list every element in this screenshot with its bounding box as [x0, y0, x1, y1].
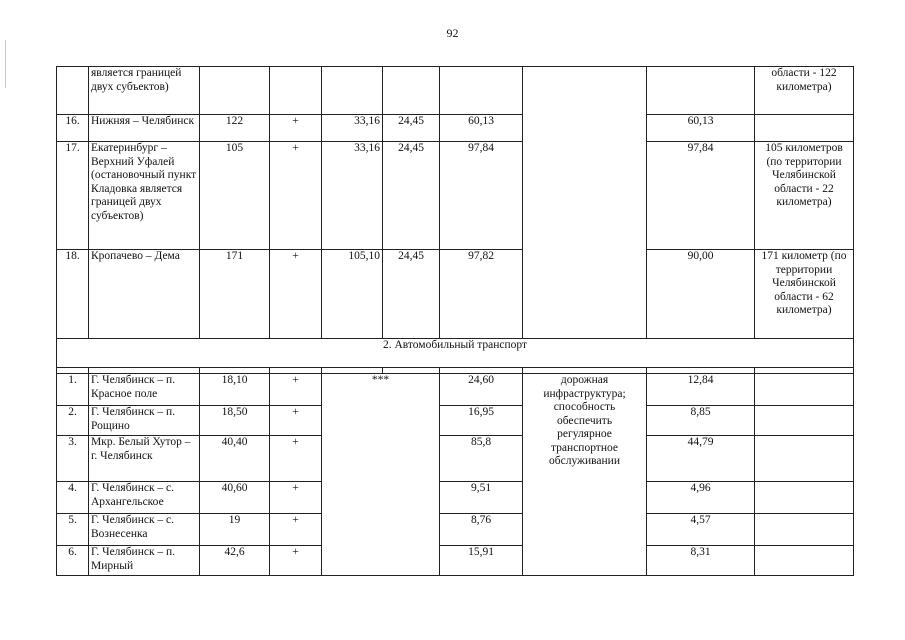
empty-cell — [755, 406, 854, 436]
cell-value-8: 90,00 — [647, 250, 755, 339]
row-number: 2. — [57, 406, 89, 436]
cell-value-8 — [647, 67, 755, 115]
table-row — [57, 250, 854, 339]
route-name: Кропачево – Дема — [89, 250, 200, 339]
cell-value-8: 4,96 — [647, 482, 755, 514]
row-number: 1. — [57, 374, 89, 406]
route-note — [755, 115, 854, 142]
route-sign: + — [270, 436, 322, 482]
route-sign: + — [270, 115, 322, 142]
route-sign: + — [270, 482, 322, 514]
route-length: 171 — [200, 250, 270, 339]
merged-empty-cell — [523, 67, 647, 339]
empty-cell — [755, 514, 854, 546]
cell-value-6 — [440, 67, 523, 115]
cell-value-8: 44,79 — [647, 436, 755, 482]
empty-cell — [755, 546, 854, 576]
row-number — [57, 67, 89, 115]
route-length: 42,6 — [200, 546, 270, 576]
cell-value-8: 60,13 — [647, 115, 755, 142]
route-sign: + — [270, 406, 322, 436]
route-sign: + — [270, 374, 322, 406]
table-row — [57, 67, 854, 115]
cell-value-4 — [322, 67, 383, 115]
route-length: 18,10 — [200, 374, 270, 406]
table-row — [57, 142, 854, 250]
scan-margin-mark — [5, 40, 6, 88]
page-number: 92 — [446, 26, 459, 40]
route-name: Г. Челябинск – с. Вознесенка — [89, 514, 200, 546]
row-number: 5. — [57, 514, 89, 546]
cell-value-4: 33,16 — [322, 142, 383, 250]
cell-value-4: 105,10 — [322, 250, 383, 339]
route-length: 40,40 — [200, 436, 270, 482]
route-name: Г. Челябинск – п. Красное поле — [89, 374, 200, 406]
row-number: 3. — [57, 436, 89, 482]
route-length: 105 — [200, 142, 270, 250]
route-note: 171 километр (по территории Челябинской области - 62 километра) — [755, 250, 854, 339]
cell-value-6: 16,95 — [440, 406, 523, 436]
route-name: является границей двух субъектов) — [89, 67, 200, 115]
cell-value-6: 24,60 — [440, 374, 523, 406]
cell-value-8: 12,84 — [647, 374, 755, 406]
cell-value-8: 4,57 — [647, 514, 755, 546]
cell-value-6: 85,8 — [440, 436, 523, 482]
route-name: Г. Челябинск – с. Архангельское — [89, 482, 200, 514]
route-sign: + — [270, 250, 322, 339]
table-row — [57, 406, 854, 436]
table-row — [57, 482, 854, 514]
cell-value-8: 8,85 — [647, 406, 755, 436]
section-heading-row — [57, 339, 854, 368]
row-number: 4. — [57, 482, 89, 514]
table-row — [57, 115, 854, 142]
cell-value-5: 24,45 — [383, 115, 440, 142]
route-note: 105 километров (по территории Челябинской области - 22 километра) — [755, 142, 854, 250]
cell-value-5 — [383, 67, 440, 115]
section-title: 2. Автомобильный транспорт — [57, 339, 854, 368]
table-row — [57, 436, 854, 482]
route-sign: + — [270, 546, 322, 576]
cell-value-8: 8,31 — [647, 546, 755, 576]
cell-value-6: 97,84 — [440, 142, 523, 250]
empty-cell — [755, 482, 854, 514]
route-sign — [270, 67, 322, 115]
merged-description-cell: дорожная инфраструктура; способность обеспечить регулярное транспортное обслуживании — [523, 374, 647, 576]
row-number: 18. — [57, 250, 89, 339]
cell-value-6: 9,51 — [440, 482, 523, 514]
route-sign: + — [270, 514, 322, 546]
cell-value-4: 33,16 — [322, 115, 383, 142]
route-note: области - 122 километра) — [755, 67, 854, 115]
route-length: 18,50 — [200, 406, 270, 436]
table-row — [57, 546, 854, 576]
row-number: 6. — [57, 546, 89, 576]
cell-value-6: 97,82 — [440, 250, 523, 339]
route-length: 40,60 — [200, 482, 270, 514]
route-length: 122 — [200, 115, 270, 142]
empty-cell — [755, 436, 854, 482]
route-length: 19 — [200, 514, 270, 546]
cell-value-6: 15,91 — [440, 546, 523, 576]
route-name: Г. Челябинск – п. Рощино — [89, 406, 200, 436]
cell-value-6: 60,13 — [440, 115, 523, 142]
cell-value-6: 8,76 — [440, 514, 523, 546]
cell-value-8: 97,84 — [647, 142, 755, 250]
cell-value-5: 24,45 — [383, 250, 440, 339]
routes-table — [56, 66, 854, 576]
table-row — [57, 374, 854, 406]
route-length — [200, 67, 270, 115]
route-name: Нижняя – Челябинск — [89, 115, 200, 142]
row-number: 16. — [57, 115, 89, 142]
route-name: Екатеринбург – Верхний Уфалей (остановочный пункт Кладовка является границей двух субъектов) — [89, 142, 200, 250]
route-sign: + — [270, 142, 322, 250]
empty-cell — [755, 374, 854, 406]
table-row — [57, 514, 854, 546]
row-number: 17. — [57, 142, 89, 250]
route-name: Г. Челябинск – п. Мирный — [89, 546, 200, 576]
route-name: Мкр. Белый Хутор – г. Челябинск — [89, 436, 200, 482]
cell-value-5: 24,45 — [383, 142, 440, 250]
merged-asterisks-cell: *** — [322, 374, 440, 576]
